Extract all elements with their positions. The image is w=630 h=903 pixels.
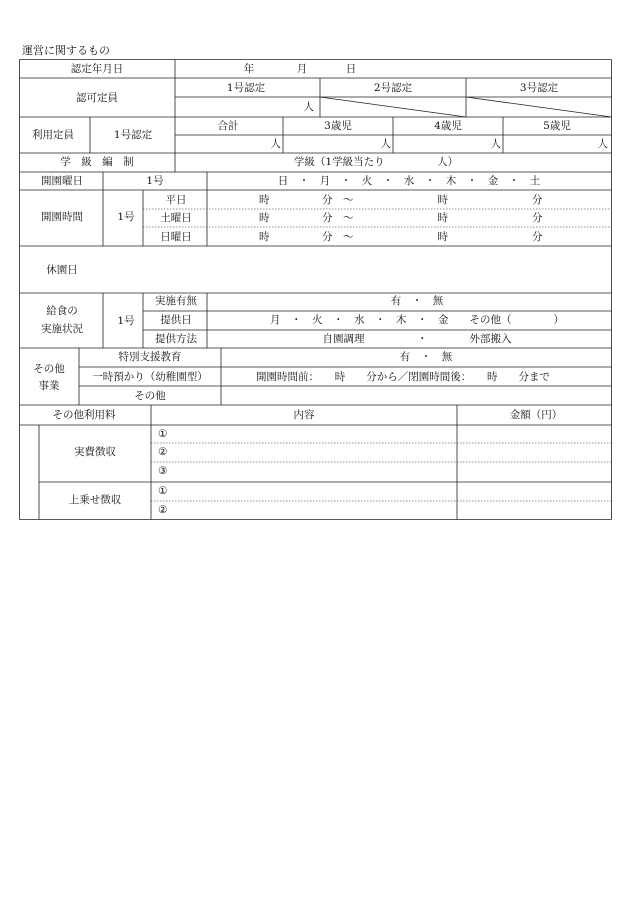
open-days-type: 1号	[146, 174, 164, 187]
cert-year-unit: 年	[243, 62, 255, 75]
fees-label: その他利用料	[52, 408, 116, 421]
usage-capacity-type: 1号認定	[113, 128, 153, 141]
open-hours-weekday-label: 平日	[165, 193, 187, 206]
class-organization-value: 学級（1学級当たり 人）	[293, 155, 459, 168]
capacity-total-unit: 人	[270, 137, 281, 150]
capacity-total-header: 合計	[217, 119, 239, 132]
cert-day-unit: 日	[345, 62, 357, 75]
cert-month-unit: 月	[296, 62, 308, 75]
meal-days-value: 月 ・ 火 ・ 水 ・ 木 ・ 金 その他（ ）	[270, 313, 564, 326]
meal-method-label: 提供方法	[155, 332, 197, 345]
table-rule	[466, 97, 612, 117]
temporary-care-value: 開園時間前： 時 分から／閉園時間後： 時 分まで	[256, 370, 550, 383]
meal-method-value: 自園調理 ・ 外部搬入	[322, 332, 512, 345]
actual-cost-item-3: ③	[158, 464, 168, 477]
actual-cost-item-1: ①	[158, 427, 168, 440]
meal-status-label-line2: 実施状況	[41, 322, 83, 335]
open-hours-label: 開園時間	[41, 210, 83, 223]
capacity-age3-header: 3歳児	[324, 119, 352, 132]
other-services-label-line1: その他	[33, 362, 65, 375]
fees-content-header: 内容	[293, 408, 315, 421]
capacity-age5-unit: 人	[597, 137, 608, 150]
other-service-label: その他	[134, 389, 166, 402]
extra-cost-item-2: ②	[158, 503, 168, 516]
authorized-capacity-label: 認可定員	[76, 91, 118, 104]
extra-cost-item-1: ①	[158, 484, 168, 497]
meal-provided-label: 実施有無	[155, 294, 197, 307]
authorized-no2-header: 2号認定	[373, 81, 413, 94]
meal-status-type: 1号	[117, 314, 135, 327]
cert-date-label: 認定年月日	[70, 62, 124, 75]
capacity-age4-unit: 人	[490, 137, 501, 150]
actual-cost-label: 実費徴収	[74, 445, 116, 458]
open-hours-saturday-label: 土曜日	[160, 211, 192, 224]
authorized-no1-unit: 人	[303, 100, 314, 113]
open-days-value: 日 ・ 月 ・ 火 ・ 水 ・ 木 ・ 金 ・ 土	[277, 174, 541, 187]
authorized-no3-header: 3号認定	[519, 81, 559, 94]
special-support-label: 特別支援教育	[118, 350, 182, 363]
capacity-age5-header: 5歳児	[543, 119, 571, 132]
open-hours-weekday-value: 時 分 ～ 時 分	[259, 193, 543, 206]
other-services-label-line2: 事業	[38, 379, 60, 392]
open-hours-type: 1号	[117, 210, 135, 223]
extra-cost-label: 上乗せ徴収	[68, 493, 122, 506]
open-hours-sunday-label: 日曜日	[160, 230, 192, 243]
meal-provided-value: 有 ・ 無	[390, 294, 444, 307]
operation-form	[19, 59, 612, 520]
capacity-age3-unit: 人	[380, 137, 391, 150]
table-rule	[320, 97, 466, 117]
authorized-no1-header: 1号認定	[226, 81, 266, 94]
open-hours-sunday-value: 時 分 ～ 時 分	[259, 230, 543, 243]
page-heading: 運営に関するもの	[22, 44, 110, 57]
class-organization-label: 学 級 編 制	[60, 155, 134, 168]
actual-cost-item-2: ②	[158, 445, 168, 458]
usage-capacity-label: 利用定員	[32, 128, 74, 141]
meal-status-label-line1: 給食の	[46, 304, 78, 317]
open-days-label: 開園曜日	[41, 174, 83, 187]
special-support-value: 有 ・ 無	[399, 350, 453, 363]
fees-amount-header: 金額（円）	[509, 408, 563, 421]
open-hours-saturday-value: 時 分 ～ 時 分	[259, 211, 543, 224]
temporary-care-label: 一時預かり（幼稚園型）	[92, 370, 208, 383]
closed-days-label: 休園日	[46, 263, 78, 276]
meal-days-label: 提供日	[160, 313, 192, 326]
capacity-age4-header: 4歳児	[434, 119, 462, 132]
